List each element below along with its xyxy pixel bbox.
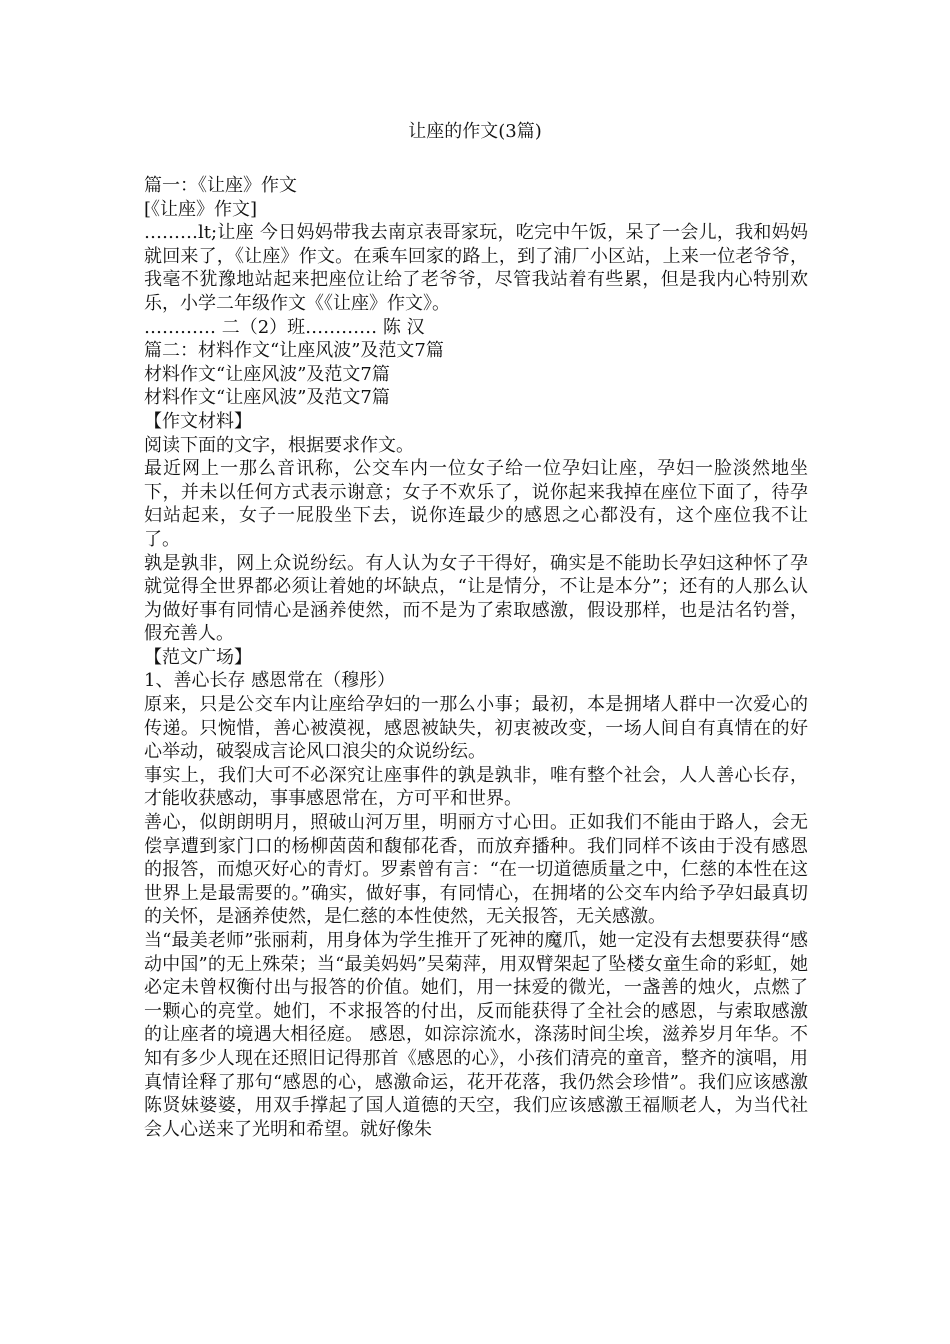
paragraph: 当“最美老师”张丽莉，用身体为学生推开了死神的魔爪，她一定没有去想要获得“感动中国”的无上殊荣；当“最美妈妈”吴菊萍，用双臂架起了坠楼女童生命的彩虹，她必定未曾权衡付出与报答的价值。她们，用一抹爱的微光，一盏善的烛火，点燃了一颗心的亮堂。她们，不求报答的付出，反而能获得了全社会的感恩，与索取感激的让座者的境遇大相径庭。 感恩，如淙淙流水，涤荡时间尘埃，滋养岁月年华。不知有多少人现在还照旧记得那首《感恩的心》，小孩们清亮的童音，整齐的演唱，用真情诠释了那句“感恩的心，感激命运，花开花落，我仍然会珍惜”。我们应该感激陈贤妹婆婆，用双手撑起了国人道德的天空，我们应该感激王福顺老人，为当代社会人心送来了光明和希望。就好像朱: [144, 930, 808, 1140]
paragraph: 【范文广场】: [144, 646, 252, 668]
document-body: [144, 174, 808, 1141]
paragraph: [《让座》作文]: [144, 198, 258, 220]
paragraph: 最近网上一那么音讯称，公交车内一位女子给一位孕妇让座，孕妇一脸淡然地坐下，并未以任何方式表示谢意；女子不欢乐了，说你起来我掉在座位下面了，待孕妇站起来，女子一屁股坐下去，说你连最少的感恩之心都没有，这个座位我不让了。: [144, 458, 808, 550]
paragraph: 篇二：材料作文“让座风波”及范文7篇: [144, 340, 444, 362]
paragraph: ………… 二（2）班………… 陈 汉: [144, 316, 425, 338]
paragraph: 篇一：《让座》作文: [144, 175, 297, 196]
paragraph: 事实上，我们大可不必深究让座事件的孰是孰非，唯有整个社会，人人善心长存，才能收获感动，事事感恩常在，方可平和世界。: [144, 764, 808, 810]
paragraph: 材料作文“让座风波”及范文7篇: [144, 363, 390, 385]
paragraph: 1、善心长存 感恩常在（穆彤）: [144, 670, 396, 692]
paragraph: ………lt;让座 今日妈妈带我去南京表哥家玩，吃完中午饭，呆了一会儿，我和妈妈就回来了，《让座》作文。在乘车回家的路上，到了浦厂小区站，上来一位老爷爷，我毫不犹豫地站起来把座位让给了老爷爷，尽管我站着有些累，但是我内心特别欢乐，小学二年级作文《《让座》作文》。: [144, 222, 808, 314]
paragraph: 原来，只是公交车内让座给孕妇的一那么小事；最初，本是拥堵人群中一次爱心的传递。只惋惜，善心被漠视，感恩被缺失，初衷被改变，一场人间自有真情在的好心举动，破裂成言论风口浪尖的众说纷纭。: [144, 694, 808, 763]
paragraph: 材料作文“让座风波”及范文7篇: [144, 387, 390, 409]
paragraph: 【作文材料】: [144, 410, 252, 432]
paragraph: 阅读下面的文字，根据要求作文。: [144, 434, 414, 456]
document-title: 让座的作文(3篇): [408, 121, 542, 142]
paragraph: 善心，似朗朗明月，照破山河万里，明丽方寸心田。正如我们不能由于路人，会无偿享遭到家门口的杨柳茵茵和馥郁花香，而放弃播种。我们同样不该由于没有感恩的报答，而熄灭好心的青灯。罗素曾有言：“在一切道德质量之中，仁慈的本性在这世界上是最需要的。”确实，做好事，有同情心，在拥堵的公交车内给予孕妇最真切的关怀，是涵养使然，是仁慈的本性使然，无关报答，无关感激。: [144, 812, 808, 928]
paragraph: 孰是孰非，网上众说纷纭。有人认为女子干得好，确实是不能助长孕妇这种怀了孕就觉得全世界都必须让着她的坏缺点，“让是情分，不让是本分”；还有的人那么认为做好事有同情心是涵养使然，而不是为了索取感激，假设那样，也是沽名钓誉，假充善人。: [144, 552, 808, 645]
